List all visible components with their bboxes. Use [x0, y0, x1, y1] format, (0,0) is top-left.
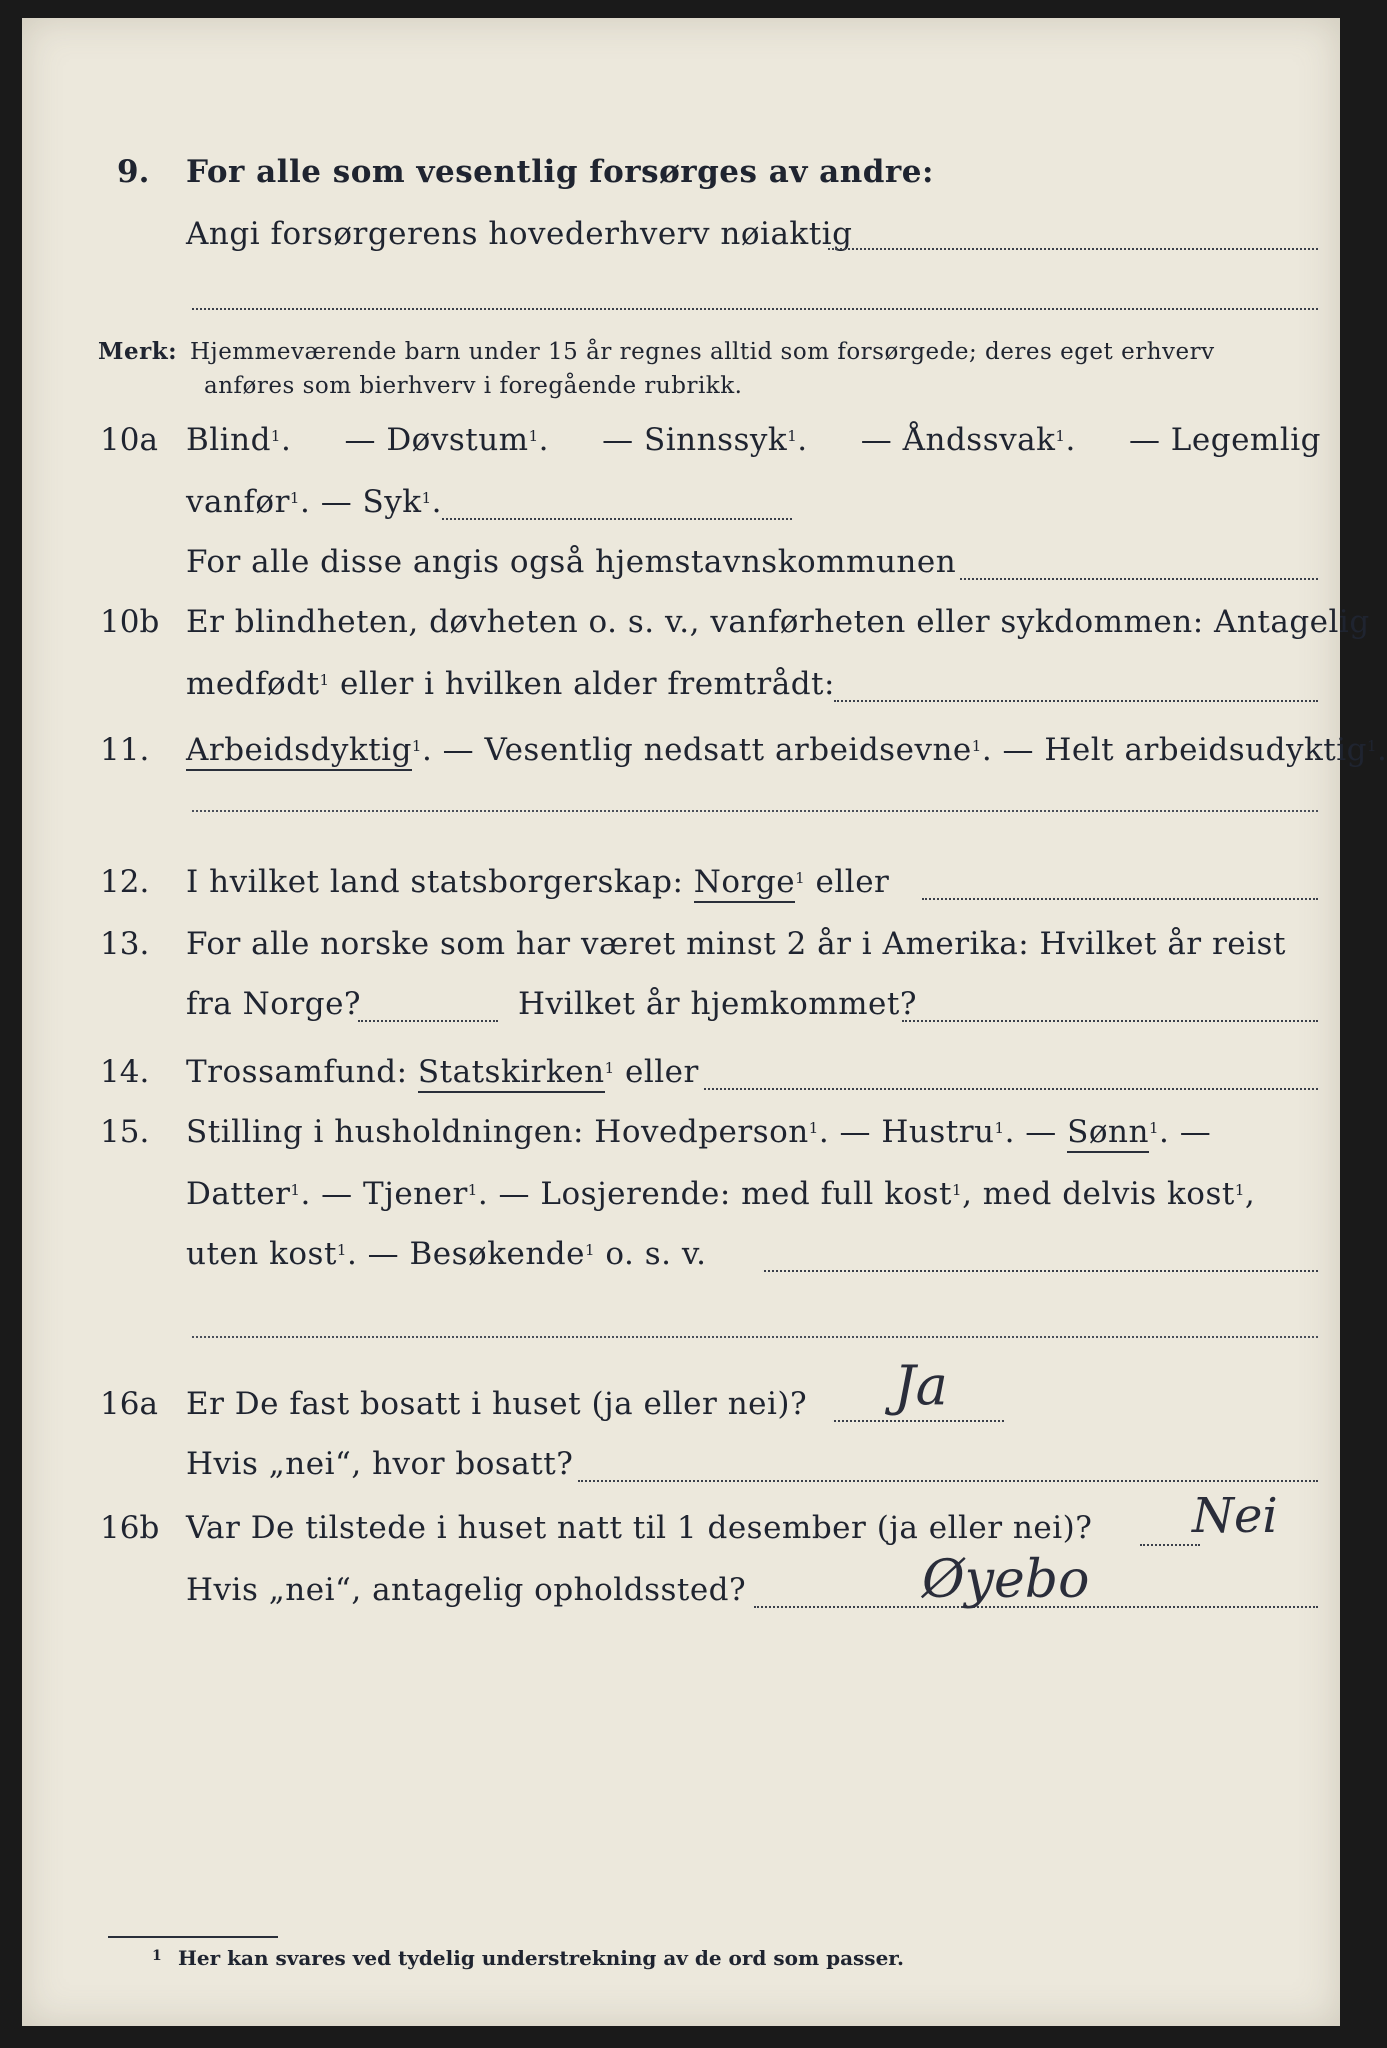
q16b-handwritten-place[interactable]: Øyebo: [922, 1550, 1090, 1610]
q10b-line1: Er blindheten, døvheten o. s. v., vanførheten eller sykdommen: Antagelig: [186, 604, 1370, 640]
footnote-mark: 1: [152, 1948, 162, 1964]
census-form-page: [22, 18, 1387, 2026]
opt-vanfor[interactable]: vanfør: [186, 484, 290, 520]
q9-number: 9.: [117, 154, 150, 190]
opt-andssvak[interactable]: — Åndssvak: [860, 422, 1056, 458]
q15-answer-line[interactable]: [764, 1270, 1318, 1272]
opt-delvis-kost[interactable]: , med delvis kost: [962, 1176, 1235, 1212]
q10b-alder: eller i hvilken alder fremtrådt:: [339, 666, 835, 702]
q16b-line2: Hvis „nei“, antagelig opholdssted?: [186, 1572, 747, 1608]
opt-hovedperson[interactable]: Stilling i husholdningen: Hovedperson: [186, 1114, 809, 1150]
q13-hjem-line[interactable]: [902, 1020, 1318, 1022]
q9-line: Angi forsørgerens hovederhverv nøiaktig: [186, 216, 853, 252]
q14-answer-line[interactable]: [704, 1088, 1318, 1090]
q10b-line2: medfødt$^1$ eller i hvilken alder fremtrådt:: [186, 666, 835, 702]
q12-line: I hvilket land statsborgerskap: Norge$^1$ eller: [186, 862, 889, 902]
q14-suffix: eller: [624, 1054, 699, 1090]
q12-number: 12.: [100, 864, 150, 900]
q15-line2: Datter$^1$. — Tjener$^1$. — Losjerende: med full kost$^1$, med delvis kost$^1$,: [186, 1176, 1256, 1212]
q15-number: 15.: [100, 1114, 150, 1150]
opt-full-kost[interactable]: . — Losjerende: med full kost: [477, 1176, 953, 1212]
q10b-number: 10b: [100, 604, 160, 640]
opt-udyktig[interactable]: . — Helt arbeidsudyktig: [981, 732, 1367, 768]
opt-legemlig[interactable]: — Legemlig: [1128, 422, 1321, 458]
opt-nedsatt[interactable]: . — Vesentlig nedsatt arbeidsevne: [421, 732, 972, 768]
q14-text: Trossamfund:: [186, 1054, 408, 1090]
q10a-line1: Blind$^1$. — Døvstum$^1$. — Sinnssyk$^1$. — Åndssvak$^1$. — Legemlig: [186, 422, 1321, 458]
q9-heading: For alle som vesentlig forsørges av andre:: [186, 154, 934, 190]
q16a-line1: Er De fast bosatt i huset (ja eller nei)?: [186, 1386, 808, 1422]
q15-line3: uten kost$^1$. — Besøkende$^1$ o. s. v.: [186, 1236, 707, 1272]
q10a-line3: For alle disse angis også hjemstavnskommunen: [186, 544, 957, 580]
q16a-answer-line[interactable]: [834, 1420, 1004, 1422]
opt-arbeidsdyktig[interactable]: Arbeidsdyktig: [186, 732, 412, 771]
q15-line1: Stilling i husholdningen: Hovedperson$^1$. — Hustru$^1$. — Sønn$^1$. —: [186, 1112, 1211, 1152]
merk-label: Merk:: [98, 338, 178, 365]
opt-medfodt[interactable]: medfødt: [186, 666, 320, 702]
q11-line: Arbeidsdyktig$^1$. — Vesentlig nedsatt arbeidsevne$^1$. — Helt arbeidsudyktig$^1$.: [186, 730, 1387, 770]
footnote-text: Her kan svares ved tydelig understrekning av de ord som passer.: [178, 1946, 904, 1970]
q15-answer-line-2[interactable]: [192, 1336, 1318, 1338]
q14-number: 14.: [100, 1054, 150, 1090]
q13-line1: For alle norske som har været minst 2 år i Amerika: Hvilket år reist: [186, 926, 1286, 962]
q9-answer-line[interactable]: [828, 248, 1318, 250]
merk-line1: Hjemmeværende barn under 15 år regnes alltid som forsørgede; deres eget erhverv: [190, 339, 1215, 365]
q10a-kommune-line[interactable]: [960, 578, 1318, 580]
opt-sinnssyk[interactable]: — Sinnssyk: [602, 422, 788, 458]
q14-line: Trossamfund: Statskirken$^1$ eller: [186, 1052, 699, 1092]
q16a-number: 16a: [100, 1386, 158, 1422]
opt-tjener[interactable]: . — Tjener: [300, 1176, 468, 1212]
q11-number: 11.: [100, 732, 150, 768]
q10a-number: 10a: [100, 422, 158, 458]
q16b-number: 16b: [100, 1510, 160, 1546]
q11-answer-line[interactable]: [192, 810, 1318, 812]
opt-norge[interactable]: Norge: [694, 864, 795, 903]
merk-line2: anføres som bierhverv i foregående rubrikk.: [204, 373, 743, 399]
opt-hustru[interactable]: . — Hustru: [818, 1114, 995, 1150]
q16a-line2: Hvis „nei“, hvor bosatt?: [186, 1446, 574, 1482]
q12-text: I hvilket land statsborgerskap:: [186, 864, 684, 900]
q10a-syk-line[interactable]: [442, 518, 792, 520]
opt-blind[interactable]: Blind: [186, 422, 271, 458]
opt-syk[interactable]: — Syk: [320, 484, 422, 520]
q13-number: 13.: [100, 926, 150, 962]
q10b-answer-line[interactable]: [834, 700, 1318, 702]
opt-datter[interactable]: Datter: [186, 1176, 291, 1212]
q16b-answer-line[interactable]: [1140, 1544, 1200, 1546]
q9-answer-line-2[interactable]: [192, 308, 1318, 310]
q16a-bosatt-line[interactable]: [578, 1480, 1318, 1482]
opt-uten-kost[interactable]: uten kost: [186, 1236, 337, 1272]
q16a-handwritten-answer[interactable]: Ja: [894, 1354, 948, 1417]
q13-line2a: fra Norge?: [186, 986, 362, 1022]
q13-reist-line[interactable]: [358, 1020, 498, 1022]
q10a-line2: vanfør$^1$. — Syk$^1$.: [186, 484, 442, 520]
footnote-rule: [108, 1936, 278, 1938]
opt-dovstum[interactable]: — Døvstum: [344, 422, 529, 458]
q12-suffix: eller: [815, 864, 890, 900]
q16b-line1: Var De tilstede i huset natt til 1 desember (ja eller nei)?: [186, 1510, 1093, 1546]
opt-statskirken[interactable]: Statskirken: [418, 1054, 605, 1093]
opt-sonn[interactable]: Sønn: [1067, 1114, 1149, 1153]
q16b-handwritten-answer[interactable]: Nei: [1192, 1488, 1278, 1544]
q13-line2b: Hvilket år hjemkommet?: [518, 986, 917, 1022]
opt-besokende[interactable]: . — Besøkende: [346, 1236, 585, 1272]
q12-answer-line[interactable]: [922, 898, 1318, 900]
